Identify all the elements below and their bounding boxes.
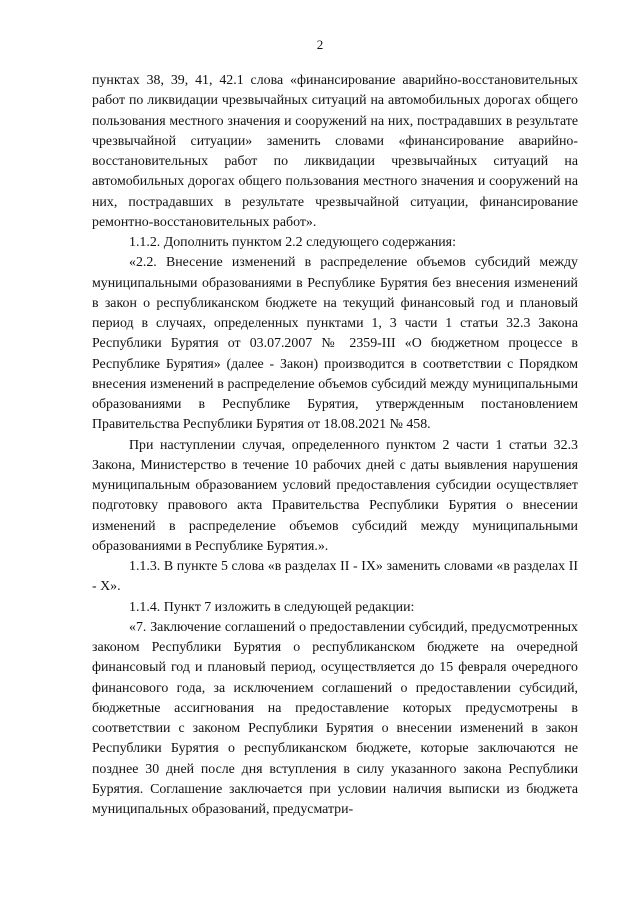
paragraph-case-clause: При наступлении случая, определенного пунктом 2 части 1 статьи 32.3 Закона, Министерство в течение 10 рабочих дней с даты выявления нарушения муниципальным образованием условий предоставления субсидии осуществляет подготовку правового акта Правительства Республики Бурятия о внесении изменений в распределение объемов субсидий между муниципальными образованиями в Республике Бурятия.». — [92, 437, 578, 554]
paragraph-clause-2-2: «2.2. Внесение изменений в распределение объемов субсидий между муниципальными образованиями в Республике Бурятия без внесения изменений в закон о республиканском бюджете на текущий финансовый год и плановый период в случаях, определенных пунктами 1, 3 части 1 статьи 32.3 Закона Республики Бурятия от 03.07.2007 № 2359-III «О бюджетном процессе в Республике Бурятия» (далее - Закон) производится в соответствии с Порядком внесения изменений в распределение объемов субсидий между муниципальными образованиями в Республике Бурятия, утвержденным постановлением Правительства Республики Бурятия от 18.08.2021 № 458. — [92, 255, 578, 433]
paragraph-item-1-1-2: 1.1.2. Дополнить пунктом 2.2 следующего содержания: — [129, 235, 456, 250]
document-body — [92, 71, 578, 820]
paragraph-item-1-1-4: 1.1.4. Пункт 7 изложить в следующей редакции: — [129, 599, 415, 615]
paragraph-continuation: пунктах 38, 39, 41, 42.1 слова «финансирование аварийно-восстановительных работ по ликвидации чрезвычайных ситуаций на автомобильных дорогах общего пользования местного значения и сооружений на них, пострадавших в результате чрезвычайной ситуации» заменить словами «финансирование аварийно-восстановительных работ по ликвидации чрезвычайных ситуаций на автомобильных дорогах общего пользования местного значения и сооружений на них, пострадавших в результате чрезвычайной ситуации, финансирование ремонтно-восстановительных работ». — [92, 73, 578, 230]
paragraph-clause-7: «7. Заключение соглашений о предоставлении субсидий, предусмотренных законом Республики Бурятия о республиканском бюджете на очередной финансовый год и плановый период, осуществляется до 15 февраля очередного финансового года, за исключением соглашений о предоставлении субсидий, бюджетные ассигнования на предоставление которых предусмотрены в соответствии с законом Республики Бурятия о внесении изменений в закон Республики Бурятия о республиканском бюджете, которые заключаются не позднее 30 дней после дня вступления в силу указанного закона Республики Бурятия. Соглашение заключается при условии наличия выписки из бюджета муниципальных образований, предусматри- — [92, 619, 578, 817]
paragraph-item-1-1-3: 1.1.3. В пункте 5 слова «в разделах II - IX» заменить словами «в разделах II - X». — [92, 559, 578, 595]
page-number: 2 — [316, 37, 324, 52]
